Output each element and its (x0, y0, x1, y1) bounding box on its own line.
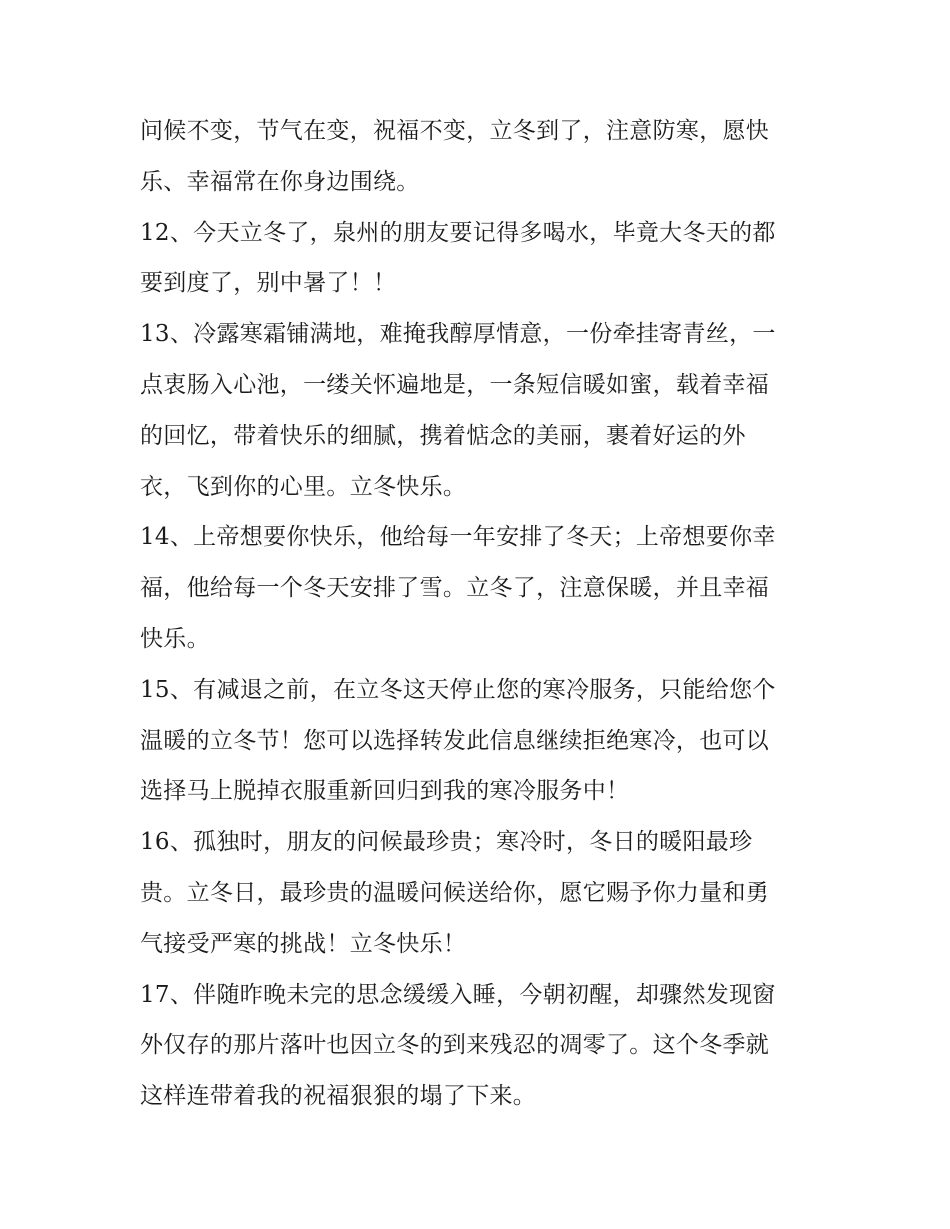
document-body (140, 106, 820, 1122)
text-line: 15、有减退之前，在立冬这天停止您的寒冷服务，只能给您个 (140, 676, 776, 703)
text-line: 点衷肠入心池，一缕关怀遍地是，一条短信暖如蜜，载着幸福 (140, 371, 770, 398)
text-line: 这样连带着我的祝福狠狠的塌了下来。 (140, 1083, 537, 1110)
text-line: 12、今天立冬了，泉州的朋友要记得多喝水，毕竟大冬天的都 (140, 219, 776, 246)
text-line: 的回忆，带着快乐的细腻，携着惦念的美丽，裹着好运的外 (140, 422, 746, 449)
text-line: 16、孤独时，朋友的问候最珍贵；寒冷时，冬日的暖阳最珍 (140, 829, 753, 856)
text-line: 17、伴随昨晚未完的思念缓缓入睡，今朝初醒，却骤然发现窗 (140, 981, 776, 1008)
text-line: 福，他给每一个冬天安排了雪。立冬了，注意保暖，并且幸福 (140, 575, 770, 602)
text-line: 乐、幸福常在你身边围绕。 (140, 168, 420, 195)
text-line: 13、冷露寒霜铺满地，难掩我醇厚情意，一份牵挂寄青丝，一 (140, 321, 776, 348)
text-line: 贵。立冬日，最珍贵的温暖问候送给你，愿它赐予你力量和勇 (140, 879, 770, 906)
text-line: 外仅存的那片落叶也因立冬的到来残忍的凋零了。这个冬季就 (140, 1032, 770, 1059)
text-line: 气接受严寒的挑战！立冬快乐！ (140, 930, 467, 957)
text-line: 14、上帝想要你快乐，他给每一年安排了冬天；上帝想要你幸 (140, 524, 776, 551)
text-line: 衣，飞到你的心里。立冬快乐。 (140, 473, 467, 500)
text-line: 快乐。 (140, 625, 210, 652)
text-line: 要到度了，别中暑了！！ (140, 270, 397, 297)
text-line: 选择马上脱掉衣服重新回归到我的寒冷服务中！ (140, 778, 630, 805)
text-line: 温暖的立冬节！您可以选择转发此信息继续拒绝寒冷，也可以 (140, 727, 770, 754)
text-line: 问候不变，节气在变，祝福不变，立冬到了，注意防寒，愿快 (140, 118, 770, 144)
